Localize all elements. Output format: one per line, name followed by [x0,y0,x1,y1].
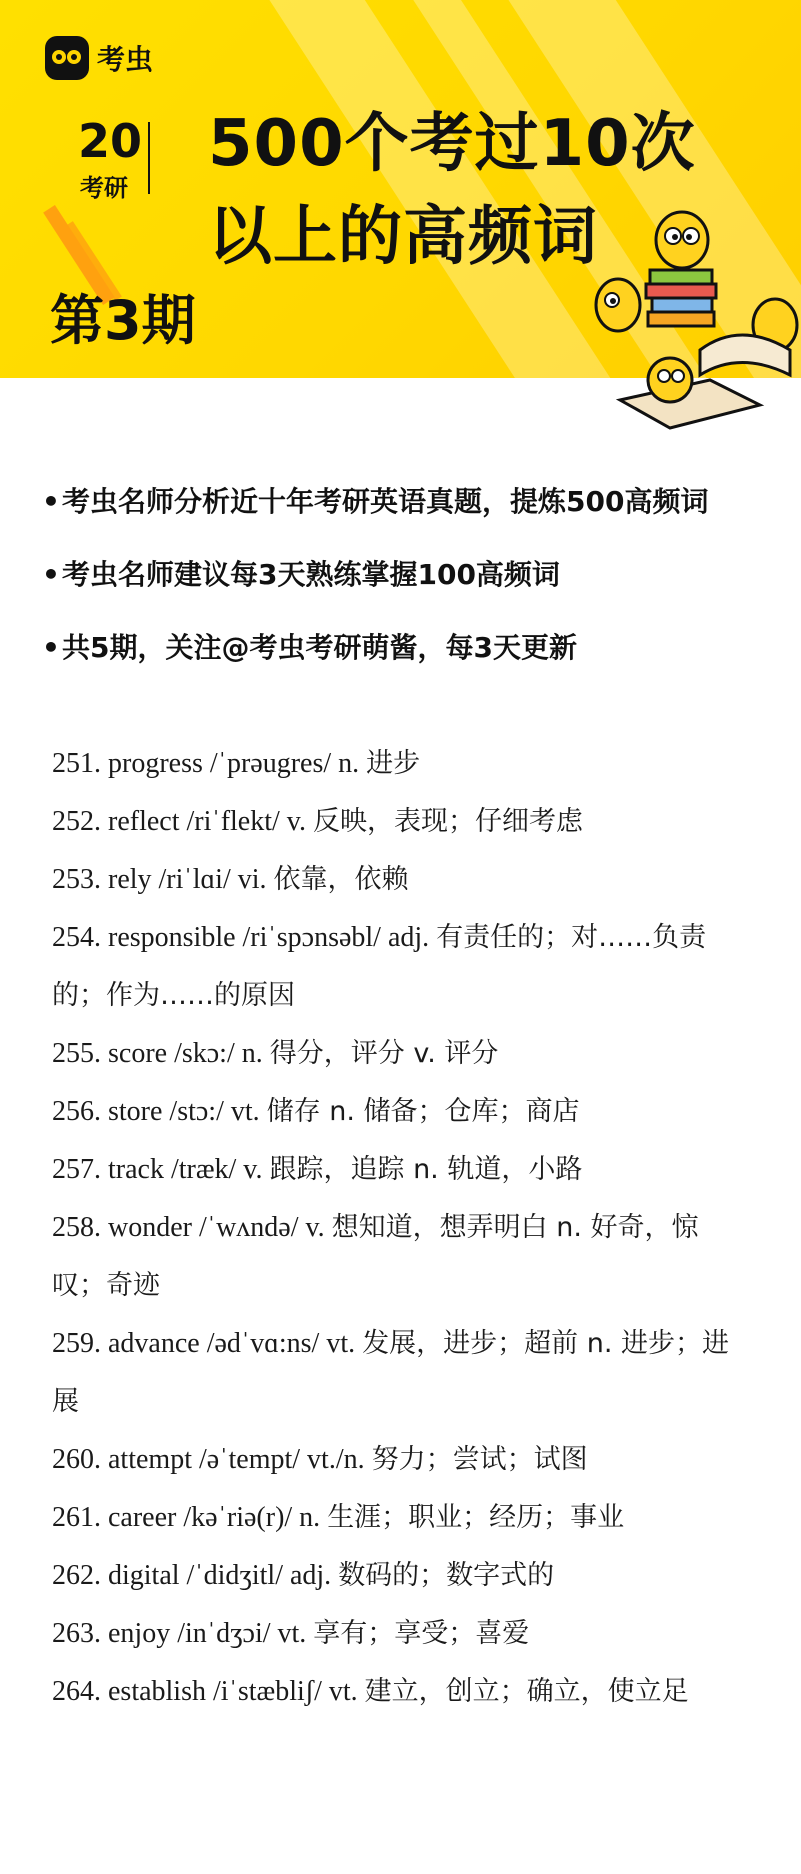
word-entry: 260. attempt /əˈtempt/ vt./n. 努力；尝试；试图 [52,1444,588,1475]
intro-list [42,484,772,703]
year-label: 20 [78,114,143,168]
word-entry: 262. digital /ˈdidʒitl/ adj. 数码的；数字式的 [52,1560,555,1591]
word-entry: 253. rely /riˈlɑi/ vi. 依靠，依赖 [52,864,409,895]
word-entry: 263. enjoy /inˈdʒɔi/ vt. 享有；享受；喜爱 [52,1618,530,1649]
word-entry: 251. progress /ˈprəugres/ n. 进步 [52,748,421,779]
issue-label: 第3期 [50,289,196,352]
word-entry: 258. wonder /ˈwʌndə/ v. 想知道，想弄明白 n. 好奇，惊叹；奇迹 [52,1212,699,1301]
word-entry: 252. reflect /riˈflekt/ v. 反映，表现；仔细考虑 [52,806,583,837]
intro-item: • 共5期，关注@考虫考研萌酱，每3天更新 [42,631,577,664]
mascot-books-illustration [590,200,801,430]
exam-label: 考研 [80,174,128,202]
divider [148,122,150,194]
brand-name: 考虫 [97,43,154,76]
page-title-line1: 500个考过10次 [208,107,696,181]
word-entry: 254. responsible /riˈspɔnsəbl/ adj. 有责任的；对……负责的；作为……的原因 [52,922,707,1011]
word-entry: 255. score /skɔ:/ n. 得分，评分 v. 评分 [52,1038,499,1069]
word-entry: 257. track /træk/ v. 跟踪，追踪 n. 轨道，小路 [52,1154,583,1185]
word-entry: 259. advance /ədˈvɑ:ns/ vt. 发展，进步；超前 n. 进步；进展 [52,1328,729,1417]
page-title-line2: 以上的高频词 [208,200,598,274]
word-list [52,735,752,1721]
word-entry: 261. career /kəˈriə(r)/ n. 生涯；职业；经历；事业 [52,1502,625,1533]
word-entry: 256. store /stɔ:/ vt. 储存 n. 储备；仓库；商店 [52,1096,580,1127]
word-entry: 264. establish /iˈstæbliʃ/ vt. 建立，创立；确立，使立足 [52,1676,689,1707]
intro-item: • 考虫名师建议每3天熟练掌握100高频词 [42,558,560,591]
intro-item: • 考虫名师分析近十年考研英语真题，提炼500高频词 [42,485,709,518]
bug-logo-icon [45,36,89,80]
brand-logo [45,36,153,80]
